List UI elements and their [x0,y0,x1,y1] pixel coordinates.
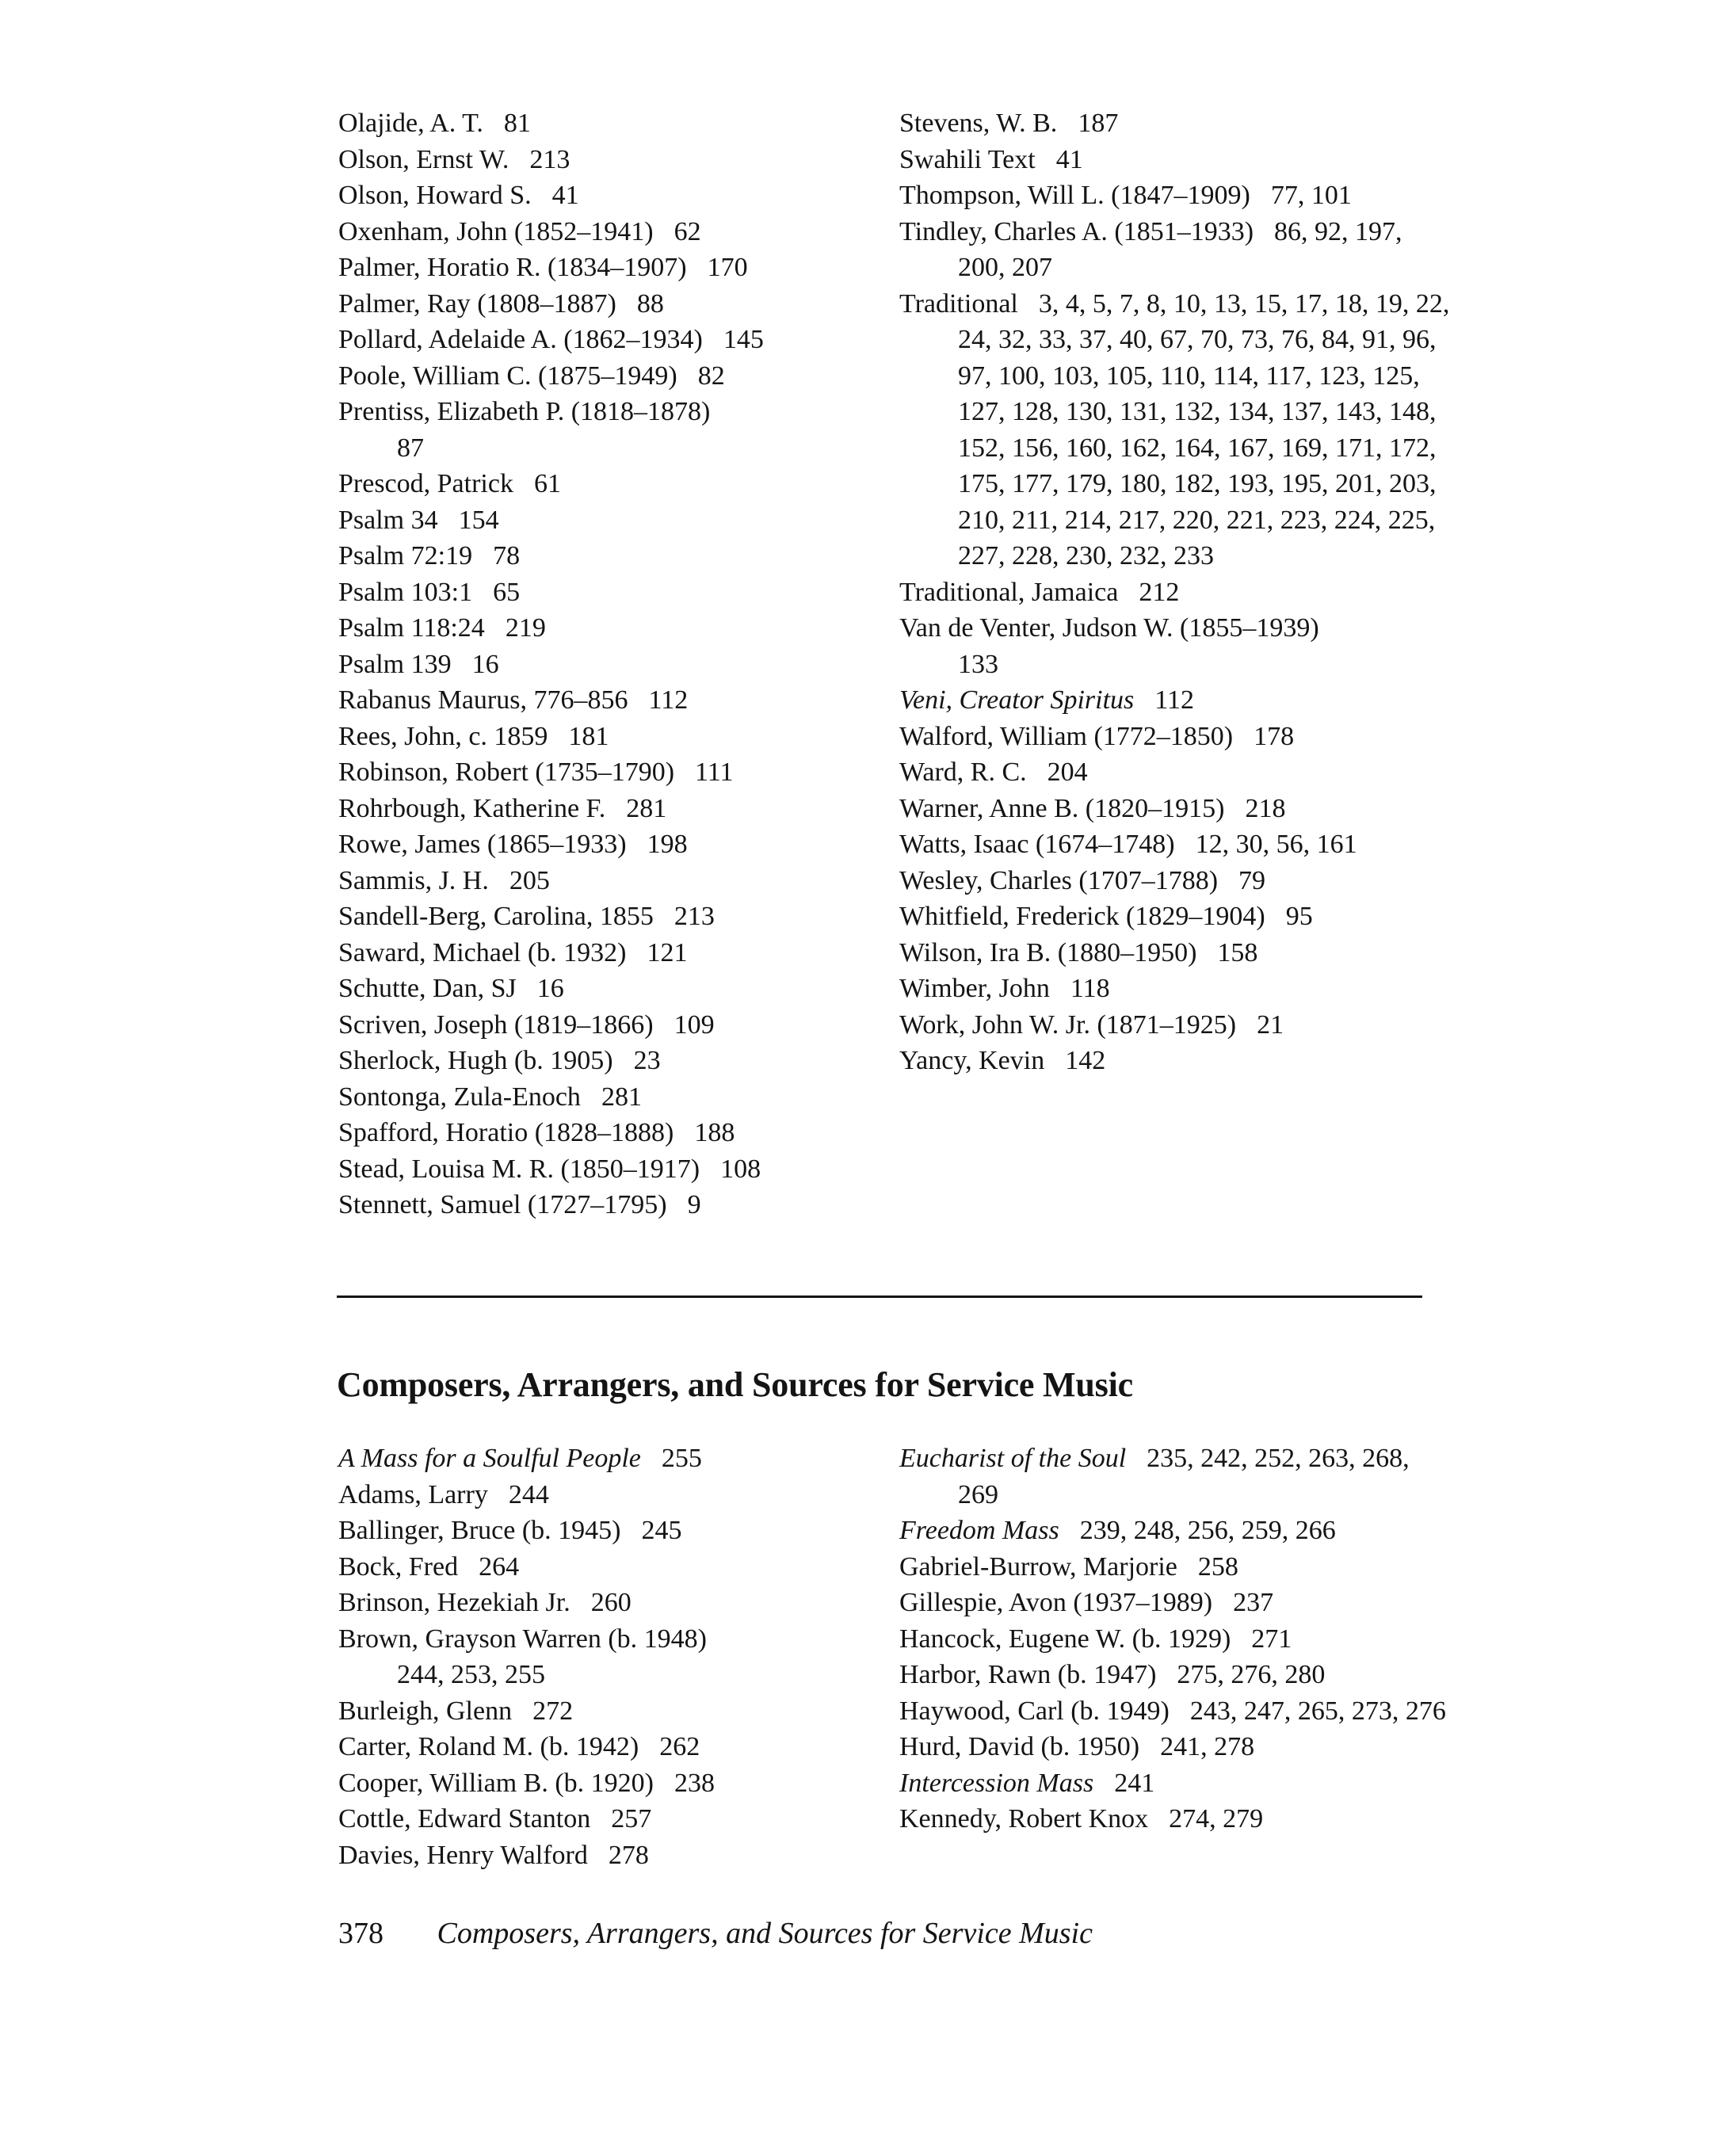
index-entry-name: Sandell-Berg, Carolina, 1855 [338,902,654,931]
index-entry-pages: 274, 279 [1169,1804,1264,1834]
index-entry [338,105,861,142]
index-entry-name: Freedom Mass [899,1516,1059,1545]
index-entry-pages: 237 [1233,1588,1274,1617]
index-entry-pages: 264 [479,1551,520,1582]
index-entry-pages: 111 [695,757,734,787]
index-entry-pages: 244, 253, 255 [397,1660,545,1689]
running-title: Composers, Arrangers, and Sources for Service Music [437,1917,1093,1950]
index-entry [899,1765,1454,1802]
index-entry [899,1693,1454,1730]
index-entry-name: Rees, John, c. 1859 [338,721,548,751]
index-entry [338,682,861,719]
index-entry-name: Sherlock, Hugh (b. 1905) [338,1046,613,1075]
index-entry-pages: 61 [533,469,561,498]
index-entry-pages: 133 [958,649,998,679]
index-entry [338,863,861,899]
index-entry [338,1187,861,1223]
index-entry-pages: 212 [1139,577,1180,607]
index-entry-pages: 257 [611,1804,652,1834]
index-entry-pages: 16 [536,974,564,1003]
index-entry-name: Oxenham, John (1852–1941) [338,216,654,246]
index-entry-pages: 77, 101 [1270,181,1352,210]
index-entry [899,1729,1454,1765]
index-entry-name: Psalm 72:19 [338,541,473,570]
index-entry-name: Gillespie, Avon (1937–1989) [899,1588,1213,1617]
index-entry [899,177,1454,214]
index-entry [899,791,1454,827]
index-entry-name: Brinson, Hezekiah Jr. [338,1588,570,1617]
index-entry-name: Stead, Louisa M. R. (1850–1917) [338,1154,700,1184]
index-entry [899,1801,1454,1837]
index-entry-pages: 108 [720,1154,761,1184]
index-entry-pages: 23 [633,1046,661,1075]
index-entry-pages: 121 [647,937,688,967]
index-entry [338,1151,861,1188]
index-entry-pages: 65 [493,577,521,607]
index-entry [338,1043,861,1079]
index-entry [338,322,861,358]
index-entry-name: Burleigh, Glenn [338,1696,513,1726]
section-heading: Composers, Arrangers, and Sources for Service Music [337,1365,1133,1404]
index-entry-name: Veni, Creator Spiritus [899,685,1135,715]
index-entry-pages: 262 [659,1732,700,1761]
index-entry [899,105,1454,142]
index-entry-pages: 86, 92, 197, 200, 207 [958,216,1402,282]
index-entry-pages: 260 [590,1588,632,1617]
index-entry-name: Cottle, Edward Stanton [338,1804,591,1834]
index-entry [338,1115,861,1151]
index-entry-pages: 188 [694,1118,735,1147]
index-entry-name: Olajide, A. T. [338,109,483,138]
index-entry-pages: 243, 247, 265, 273, 276 [1189,1696,1446,1726]
index-entry-pages: 281 [601,1082,642,1112]
index-entry [899,971,1454,1007]
index-entry-pages: 178 [1254,721,1295,751]
index-entry-pages: 275, 276, 280 [1177,1660,1326,1689]
index-entry-pages: 213 [529,144,570,174]
index-entry [338,1729,861,1765]
index-entry-name: Stevens, W. B. [899,109,1058,138]
index-entry-name: Psalm 139 [338,649,452,679]
index-entry-pages: 41 [551,181,579,210]
index-entry-name: Psalm 103:1 [338,577,473,607]
index-entry-name: Hancock, Eugene W. (b. 1929) [899,1624,1231,1654]
index-entry [899,935,1454,971]
index-entry-pages: 281 [626,793,667,823]
index-entry [899,1043,1454,1079]
index-entry-name: Watts, Isaac (1674–1748) [899,830,1175,859]
index-entry-pages: 95 [1285,902,1313,931]
index-entry [899,1621,1454,1658]
index-entry [338,899,861,935]
index-entry-name: A Mass for a Soulful People [338,1444,641,1473]
index-entry-name: Brown, Grayson Warren (b. 1948) [338,1624,707,1654]
index-entry-pages: 213 [674,902,715,931]
index-column-bottom-right [899,1441,1454,1837]
index-entry-pages: 142 [1065,1046,1106,1075]
index-entry-name: Cooper, William B. (b. 1920) [338,1768,654,1798]
index-entry [338,502,861,539]
index-entry-pages: 204 [1047,757,1088,787]
index-entry [899,682,1454,719]
index-entry-pages: 112 [1154,685,1195,715]
index-entry-name: Davies, Henry Walford [338,1840,588,1870]
index-entry-name: Tindley, Charles A. (1851–1933) [899,216,1254,246]
index-entry-pages: 187 [1078,109,1119,138]
index-entry [338,610,861,647]
index-entry-pages: 145 [723,325,764,354]
index-entry [899,1585,1454,1621]
index-entry [899,863,1454,899]
index-entry [338,466,861,502]
index-entry-pages: 271 [1251,1624,1292,1654]
index-entry-pages: 239, 248, 256, 259, 266 [1079,1516,1336,1545]
index-entry-pages: 79 [1238,865,1266,895]
index-entry [899,1513,1454,1549]
index-entry-name: Rowe, James (1865–1933) [338,830,627,859]
page-footer [338,1916,1093,1951]
index-entry-name: Psalm 118:24 [338,613,485,643]
index-entry [338,647,861,683]
index-entry-name: Palmer, Horatio R. (1834–1907) [338,253,687,282]
index-entry-pages: 109 [674,1009,715,1040]
index-entry-pages: 241, 278 [1160,1732,1255,1761]
index-entry [338,177,861,214]
index-entry-pages: 198 [647,830,688,859]
index-entry [338,574,861,611]
index-entry-name: Sammis, J. H. [338,865,489,895]
index-entry-name: Swahili Text [899,144,1036,174]
index-entry [899,1657,1454,1693]
index-entry-name: Prentiss, Elizabeth P. (1818–1878) [338,397,711,426]
index-entry [338,1007,861,1044]
index-entry-name: Yancy, Kevin [899,1046,1045,1075]
index-entry-name: Sontonga, Zula-Enoch [338,1082,581,1112]
index-entry-name: Schutte, Dan, SJ [338,974,517,1003]
index-entry [338,1513,861,1549]
index-entry-name: Rohrbough, Katherine F. [338,793,606,823]
index-entry [338,142,861,178]
index-entry [899,142,1454,178]
index-entry [899,286,1454,574]
index-entry [899,610,1454,682]
index-entry-name: Stennett, Samuel (1727–1795) [338,1190,667,1219]
index-entry-name: Prescod, Patrick [338,469,513,498]
index-entry-name: Traditional, Jamaica [899,577,1119,607]
index-entry-name: Work, John W. Jr. (1871–1925) [899,1009,1237,1040]
index-entry [338,250,861,286]
index-entry [899,1549,1454,1586]
index-entry [899,1007,1454,1044]
index-entry-pages: 219 [505,613,546,643]
index-entry-name: Psalm 34 [338,505,438,535]
index-entry-name: Saward, Michael (b. 1932) [338,937,627,967]
index-entry [899,574,1454,611]
index-entry [338,1079,861,1116]
index-entry [338,791,861,827]
index-entry [338,1693,861,1730]
index-entry [338,286,861,322]
index-entry-name: Kennedy, Robert Knox [899,1804,1149,1834]
index-entry [338,394,861,466]
index-entry-name: Carter, Roland M. (b. 1942) [338,1732,639,1761]
index-entry [338,719,861,755]
index-column-top-right [899,105,1454,1079]
index-entry-pages: 88 [636,288,664,319]
index-entry-pages: 258 [1197,1551,1238,1582]
index-entry [338,971,861,1007]
index-entry-name: Eucharist of the Soul [899,1444,1127,1473]
index-entry-pages: 12, 30, 56, 161 [1195,830,1357,859]
index-column-top-left [338,105,861,1223]
section-divider [337,1296,1422,1298]
index-entry-pages: 118 [1070,974,1110,1003]
index-entry-pages: 87 [397,433,424,463]
index-entry [338,214,861,250]
index-entry-name: Whitfield, Frederick (1829–1904) [899,902,1265,931]
index-entry-pages: 78 [493,541,521,570]
index-entry-name: Wilson, Ira B. (1880–1950) [899,937,1197,967]
index-entry-pages: 238 [674,1768,715,1798]
index-entry [338,1585,861,1621]
index-entry [899,826,1454,863]
index-entry-pages: 9 [687,1190,701,1219]
index-entry-name: Spafford, Horatio (1828–1888) [338,1118,674,1147]
index-entry-name: Warner, Anne B. (1820–1915) [899,793,1225,823]
index-entry-name: Olson, Ernst W. [338,144,509,174]
index-entry-name: Wimber, John [899,974,1050,1003]
index-entry [338,1549,861,1586]
index-entry-name: Rabanus Maurus, 776–856 [338,685,628,715]
index-entry-pages: 205 [509,865,550,895]
index-entry [338,826,861,863]
index-entry [338,1837,861,1874]
index-entry-pages: 154 [458,505,499,535]
index-entry-pages: 244 [508,1479,549,1509]
index-entry-pages: 41 [1055,144,1083,174]
index-entry-name: Adams, Larry [338,1479,488,1509]
index-entry-pages: 158 [1217,937,1258,967]
page-number: 378 [338,1917,384,1950]
index-entry-name: Bock, Fred [338,1551,459,1582]
index-entry-pages: 255 [661,1444,702,1473]
index-entry [338,1801,861,1837]
index-entry-pages: 21 [1257,1009,1284,1040]
index-entry-name: Pollard, Adelaide A. (1862–1934) [338,325,703,354]
index-entry-pages: 272 [532,1696,574,1726]
index-entry-name: Traditional [899,288,1018,319]
index-entry-name: Poole, William C. (1875–1949) [338,361,677,391]
index-entry-name: Scriven, Joseph (1819–1866) [338,1009,654,1040]
index-entry [338,1621,861,1693]
index-entry [899,1441,1454,1513]
index-entry-pages: 16 [471,649,499,679]
index-entry-name: Van de Venter, Judson W. (1855–1939) [899,613,1319,643]
index-entry-pages: 3, 4, 5, 7, 8, 10, 13, 15, 17, 18, 19, 22, 24, 32, 33, 37, 40, 67, 70, 73, 76, 84, 91, 96, 97, 100, 103, 105, 110, 114, 117, 123, 125, 127, 128, 130, 131, 132, 134, 137, 143, 148, 152, 156, 160, 162, 164, 167, 169, 171, 172, 175, 177, 179, 180, 182, 193, 195, 201, 203, 210, 211, 214, 217, 220, 221, 223, 224, 225, 227, 228, 230, 232, 233 [958,288,1450,570]
index-entry-pages: 278 [608,1840,649,1870]
index-entry-name: Olson, Howard S. [338,181,532,210]
index-entry-name: Ballinger, Bruce (b. 1945) [338,1516,621,1545]
index-entry-name: Harbor, Rawn (b. 1947) [899,1660,1157,1689]
index-entry-pages: 82 [697,361,725,391]
index-entry-pages: 170 [707,253,748,282]
index-entry-name: Robinson, Robert (1735–1790) [338,757,675,787]
index-entry-name: Ward, R. C. [899,757,1027,787]
index-entry [899,899,1454,935]
index-column-bottom-left [338,1441,861,1873]
index-entry [899,214,1454,286]
index-entry-pages: 62 [674,216,701,246]
index-entry-name: Thompson, Will L. (1847–1909) [899,181,1250,210]
index-entry-pages: 81 [503,109,531,138]
index-entry-name: Gabriel-Burrow, Marjorie [899,1551,1177,1582]
index-entry-name: Palmer, Ray (1808–1887) [338,288,616,319]
index-entry [338,935,861,971]
index-entry [338,754,861,791]
index-entry-name: Hurd, David (b. 1950) [899,1732,1140,1761]
index-entry [899,754,1454,791]
index-entry-pages: 181 [568,721,609,751]
index-entry-pages: 235, 242, 252, 263, 268, 269 [958,1444,1410,1509]
index-entry [338,538,861,574]
index-entry [899,719,1454,755]
index-entry-name: Walford, William (1772–1850) [899,721,1234,751]
index-entry-name: Intercession Mass [899,1768,1094,1798]
index-entry [338,1477,861,1513]
index-entry [338,1765,861,1802]
index-entry [338,1441,861,1477]
index-entry-name: Wesley, Charles (1707–1788) [899,865,1219,895]
index-entry-pages: 241 [1114,1768,1155,1798]
index-entry [338,358,861,395]
index-entry-name: Haywood, Carl (b. 1949) [899,1696,1170,1726]
index-entry-pages: 218 [1245,793,1286,823]
index-entry-pages: 112 [648,685,689,715]
index-entry-pages: 245 [641,1516,682,1545]
